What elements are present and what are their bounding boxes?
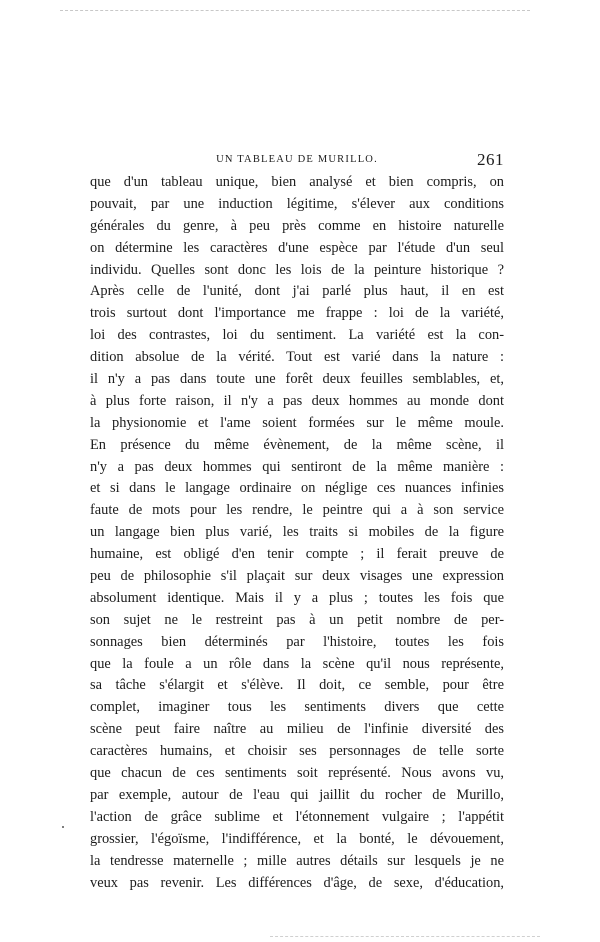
text-line: Après celle de l'unité, dont j'ai parlé plus haut, il en est bbox=[90, 283, 504, 300]
text-line: veux pas revenir. Les différences d'âge, de sexe, d'éducation, bbox=[90, 874, 504, 891]
text-line: trois surtout dont l'importance me frappe : loi de la variété, bbox=[90, 305, 504, 322]
text-line: complet, imaginer tous les sentiments divers que cette bbox=[90, 699, 504, 716]
text-line: son sujet ne le restreint pas à un petit nombre de per- bbox=[90, 611, 504, 628]
text-line: grossier, l'égoïsme, l'indifférence, et la bonté, le dévouement, bbox=[90, 830, 504, 847]
text-line: caractères humains, et choisir ses personnages de telle sorte bbox=[90, 743, 504, 760]
text-line: absolument identique. Mais il y a plus ; toutes les fois que bbox=[90, 589, 504, 606]
running-title: UN TABLEAU DE MURILLO. bbox=[216, 154, 378, 165]
text-line: l'action de grâce sublime et l'étonnement vulgaire ; l'appétit bbox=[90, 808, 504, 825]
text-line: loi des contrastes, loi du sentiment. La variété est la con- bbox=[90, 327, 504, 344]
text-line: sa tâche s'élargit et s'élève. Il doit, ce semble, pour être bbox=[90, 677, 504, 694]
text-line: par exemple, autour de l'eau qui jaillit du rocher de Murillo, bbox=[90, 786, 504, 803]
text-line: individu. Quelles sont donc les lois de la peinture historique ? bbox=[90, 261, 504, 278]
text-line: dition absolue de la vérité. Tout est varié dans la nature : bbox=[90, 349, 504, 366]
text-line: on détermine les caractères d'une espèce par l'étude d'un seul bbox=[90, 239, 504, 256]
text-line: peu de philosophie s'il plaçait sur deux visages une expression bbox=[90, 568, 504, 585]
text-line: la physionomie et l'ame soient formées sur le même moule. bbox=[90, 414, 504, 431]
text-line: sonnages bien déterminés par l'histoire, toutes les fois bbox=[90, 633, 504, 650]
text-line: En présence du même évènement, de la même scène, il bbox=[90, 436, 504, 453]
running-head bbox=[90, 150, 504, 172]
text-line: n'y a pas deux hommes qui sentiront de la même manière : bbox=[90, 458, 504, 475]
margin-speck bbox=[62, 826, 64, 828]
text-line: il n'y a pas dans toute une forêt deux feuilles semblables, et, bbox=[90, 371, 504, 388]
text-line: la tendresse maternelle ; mille autres détails sur lesquels je ne bbox=[90, 852, 504, 869]
top-scan-edge bbox=[60, 10, 530, 11]
page-number: 261 bbox=[477, 150, 504, 169]
text-line: et si dans le langage ordinaire on néglige ces nuances infinies bbox=[90, 480, 504, 497]
text-line: scène peut faire naître au milieu de l'infinie diversité des bbox=[90, 721, 504, 738]
text-line: que la foule a un rôle dans la scène qu'il nous représente, bbox=[90, 655, 504, 672]
text-line: à plus forte raison, il n'y a pas deux hommes au monde dont bbox=[90, 392, 504, 409]
text-line: que chacun de ces sentiments soit représenté. Nous avons vu, bbox=[90, 765, 504, 782]
text-line: que d'un tableau unique, bien analysé et bien compris, on bbox=[90, 174, 504, 190]
text-line: générales du genre, à peu près comme en histoire naturelle bbox=[90, 217, 504, 234]
bottom-scan-edge bbox=[270, 936, 540, 937]
text-line: faute de mots pour les rendre, le peintre qui a à son service bbox=[90, 502, 504, 519]
text-line: humaine, est obligé d'en tenir compte ; il ferait preuve de bbox=[90, 546, 504, 563]
body-text bbox=[90, 172, 504, 894]
text-line: pouvait, par une induction légitime, s'élever aux conditions bbox=[90, 195, 504, 212]
text-line: un langage bien plus varié, les traits si mobiles de la figure bbox=[90, 524, 504, 541]
